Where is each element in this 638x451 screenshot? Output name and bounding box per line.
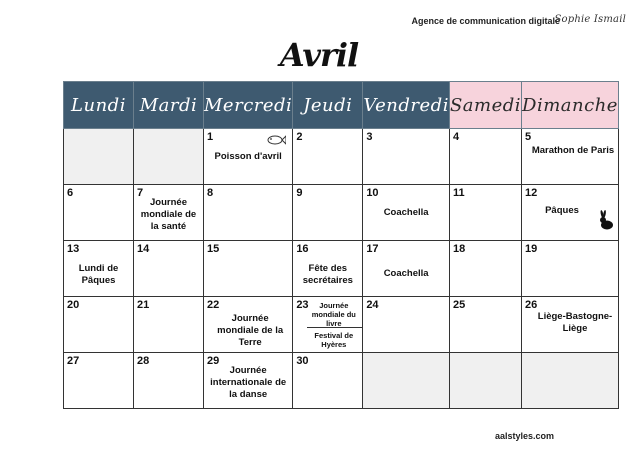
week-row [64, 297, 619, 353]
day-number: 25 [452, 299, 466, 311]
day-cell-5 [522, 129, 619, 185]
day-number: 15 [207, 243, 220, 255]
day-number: 2 [296, 131, 303, 143]
week-row [64, 353, 619, 409]
day-number: 30 [296, 355, 309, 367]
day-number: 24 [366, 299, 379, 311]
empty-day-cell [134, 129, 204, 185]
day-number: 26 [525, 299, 538, 311]
header-lundi: Lundi [64, 82, 134, 129]
day-cell-22 [204, 297, 293, 353]
empty-day-cell [64, 129, 134, 185]
day-number: 1 [207, 131, 214, 143]
day-cell-29 [204, 353, 293, 409]
event-label: Journée mondiale du livre [311, 301, 356, 328]
day-cell-18 [449, 241, 521, 297]
header-mardi: Mardi [134, 82, 204, 129]
header-vendredi: Vendredi [363, 82, 450, 129]
event-label: Pâques [545, 205, 579, 216]
day-cell-1 [204, 129, 293, 185]
day-cell-28 [134, 353, 204, 409]
event-label: Marathon de Paris [531, 145, 615, 156]
event-label: Liège-Bastogne-Liège [537, 311, 613, 334]
week-row [64, 185, 619, 241]
day-number: 8 [207, 187, 214, 199]
day-number: 7 [137, 187, 144, 199]
day-cell-23 [293, 297, 363, 353]
header-jeudi: Jeudi [293, 82, 363, 129]
day-number: 16 [296, 243, 309, 255]
day-cell-30 [293, 353, 363, 409]
event-label: Poisson d'avril [214, 151, 282, 162]
day-cell-14 [134, 241, 204, 297]
day-cell-21 [134, 297, 204, 353]
day-number: 18 [452, 243, 466, 255]
event-label: Festival de Hyères [314, 331, 354, 349]
day-cell-12 [522, 185, 619, 241]
event-label: Journée mondiale de la Terre [217, 313, 284, 348]
day-cell-3 [363, 129, 450, 185]
fish-icon [266, 133, 286, 151]
event-label: Journée internationale de la danse [210, 365, 287, 400]
cell-divider [307, 327, 362, 328]
day-number: 29 [207, 355, 220, 367]
day-cell-9 [293, 185, 363, 241]
day-number: 14 [137, 243, 150, 255]
calendar-grid [63, 81, 619, 409]
day-cell-8 [204, 185, 293, 241]
day-cell-27 [64, 353, 134, 409]
event-label: Coachella [383, 268, 429, 279]
day-number: 13 [67, 243, 80, 255]
day-cell-26 [522, 297, 619, 353]
day-number: 23 [296, 299, 309, 311]
day-number: 27 [67, 355, 80, 367]
day-cell-2 [293, 129, 363, 185]
day-number: 28 [137, 355, 150, 367]
day-cell-6 [64, 185, 134, 241]
empty-day-cell [363, 353, 450, 409]
day-cell-10 [363, 185, 450, 241]
rabbit-icon [598, 210, 614, 235]
day-number: 17 [366, 243, 379, 255]
week-row [64, 129, 619, 185]
footer-website: aalstyles.com [494, 431, 554, 441]
weekday-header-row [64, 82, 619, 129]
week-row [64, 241, 619, 297]
day-number: 10 [366, 187, 379, 199]
empty-day-cell [522, 353, 619, 409]
day-cell-13 [64, 241, 134, 297]
day-cell-24 [363, 297, 450, 353]
month-title: Avril [279, 36, 359, 74]
day-number: 20 [67, 299, 80, 311]
day-number: 5 [525, 131, 532, 143]
day-number: 12 [525, 187, 538, 199]
day-number: 6 [67, 187, 74, 199]
agency-credit: Agence de communication digitale [411, 16, 560, 26]
day-cell-7 [134, 185, 204, 241]
day-number: 4 [452, 131, 460, 143]
day-number: 21 [137, 299, 150, 311]
header-dimanche: Dimanche [522, 82, 619, 129]
empty-day-cell [449, 353, 521, 409]
day-number: 3 [366, 131, 373, 143]
day-cell-19 [522, 241, 619, 297]
day-number: 22 [207, 299, 220, 311]
day-number: 11 [452, 187, 465, 199]
day-cell-25 [449, 297, 521, 353]
day-cell-16 [293, 241, 363, 297]
day-cell-4 [449, 129, 521, 185]
day-cell-20 [64, 297, 134, 353]
day-cell-15 [204, 241, 293, 297]
day-number: 9 [296, 187, 303, 199]
author-signature: Sophie Ismail [554, 14, 626, 25]
event-label: Journée mondiale de la santé [140, 197, 197, 232]
day-number: 19 [525, 243, 538, 255]
day-cell-17 [363, 241, 450, 297]
day-cell-11 [449, 185, 521, 241]
event-label: Coachella [383, 207, 429, 218]
header-samedi: Samedi [449, 82, 521, 129]
header-mercredi: Mercredi [204, 82, 293, 129]
event-label: Lundi de Pâques [78, 263, 119, 286]
event-label: Fête des secrétaires [302, 263, 353, 286]
